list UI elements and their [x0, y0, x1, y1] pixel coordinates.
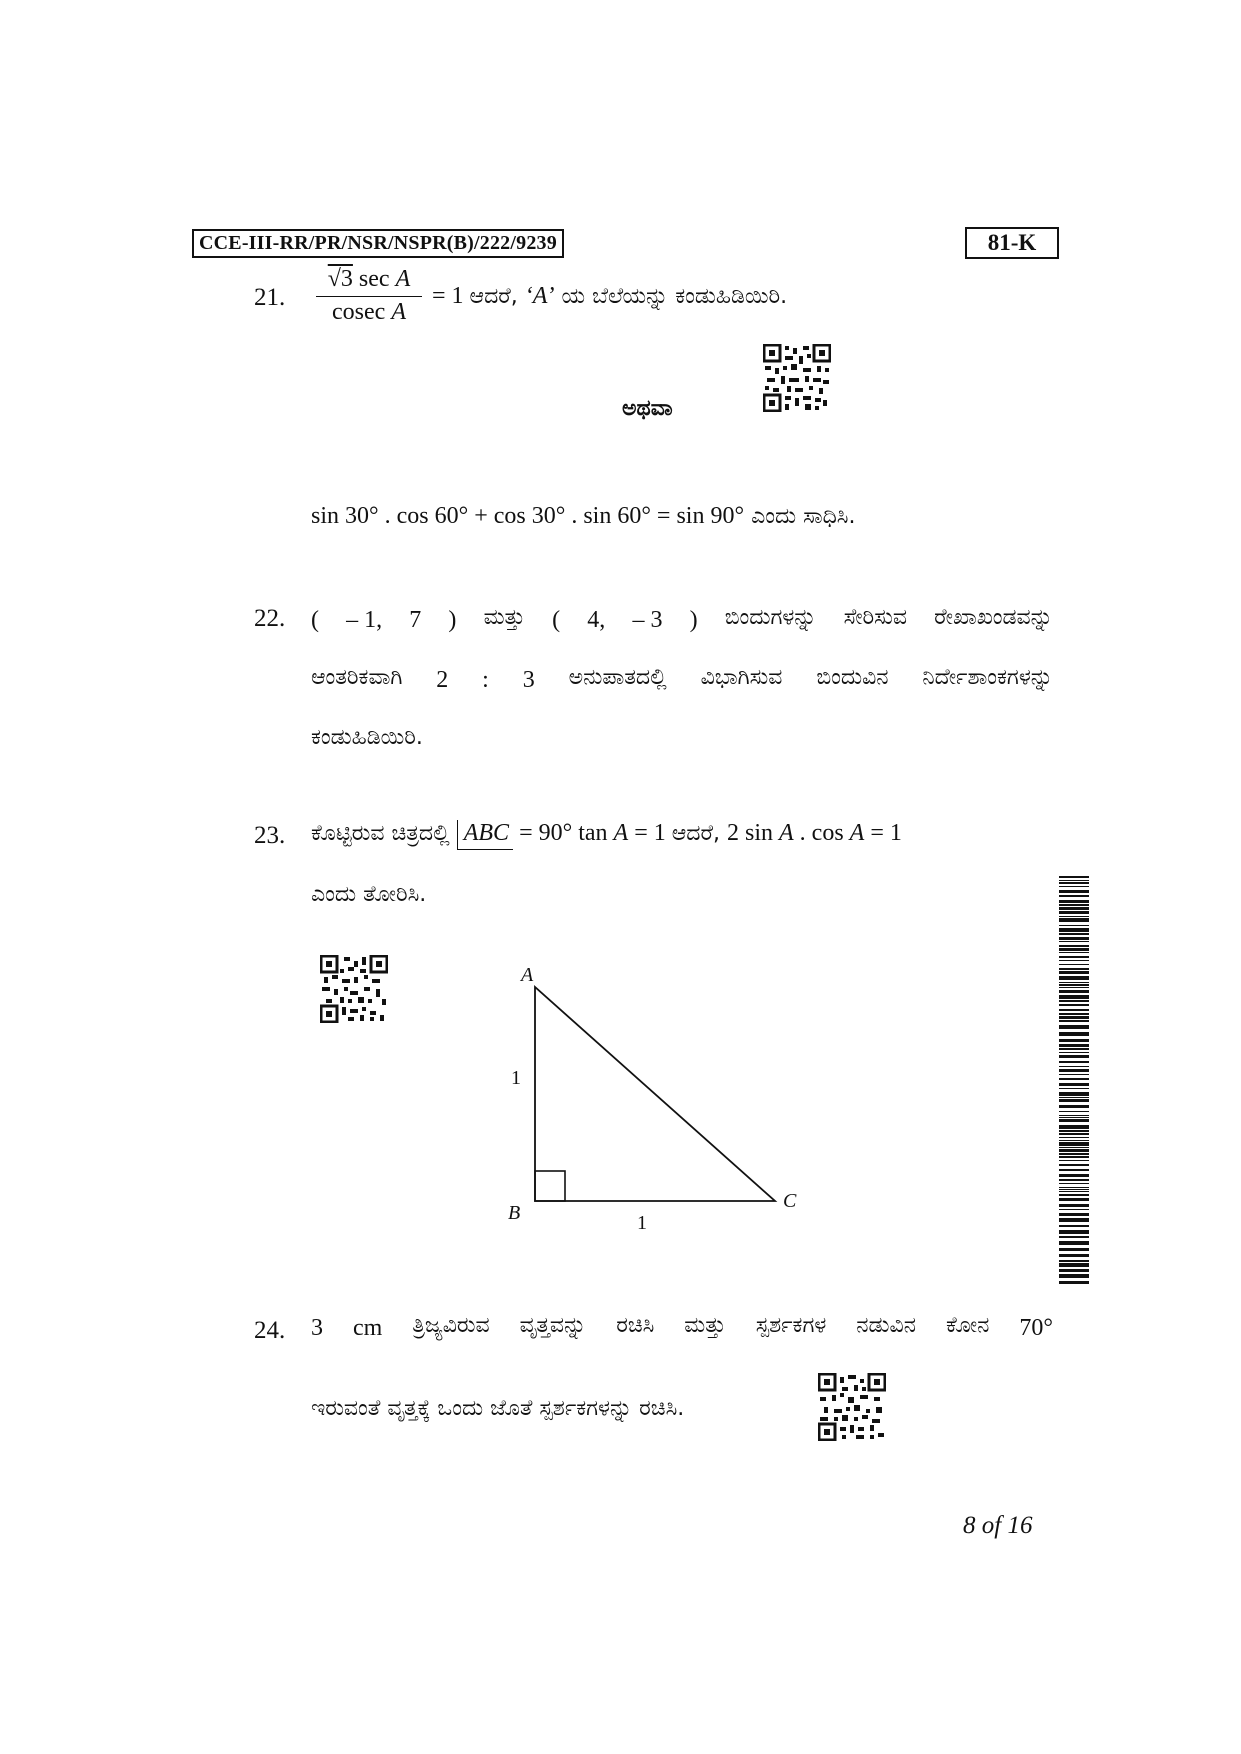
line-token: ರಚಿಸಿ	[616, 1313, 655, 1338]
side-bc-label: 1	[637, 1212, 647, 1234]
line-token: – 3	[632, 607, 663, 633]
line-token: 2	[436, 667, 449, 693]
vertex-label-b: B	[508, 1202, 521, 1224]
paper-code: 81-K	[965, 227, 1059, 259]
line-token: ಸೇರಿಸುವ	[843, 605, 907, 630]
q21-alternative: sin 30° . cos 60° + cos 30° . sin 60° = sin 90° ಎಂದು ಸಾಧಿಸಿ.	[311, 503, 856, 529]
vertex-label-c: C	[783, 1190, 797, 1212]
line-token: ಮತ್ತು	[483, 605, 526, 630]
line-token: :	[482, 667, 489, 693]
triangle-figure	[495, 955, 815, 1245]
question-24-number: 24.	[254, 1317, 286, 1344]
line-token: 7	[409, 607, 422, 633]
q21-statement: = 1 ಆದರೆ, ‘A’ ಯ ಬೆಲೆಯನ್ನು ಕಂಡುಹಿಡಿಯಿರಿ.	[432, 283, 788, 309]
q21-fraction-denominator: cosec A	[332, 299, 406, 325]
line-token: ಮತ್ತು	[684, 1313, 726, 1338]
line-token: ಅನುಪಾತದಲ್ಲಿ	[568, 665, 667, 690]
line-token: ತ್ರಿಜ್ಯವಿರುವ	[412, 1313, 490, 1338]
line-token: ಆಂತರಿಕವಾಗಿ	[311, 665, 403, 690]
line-token: ಬಿಂದುಗಳನ್ನು	[724, 605, 817, 630]
barcode-icon	[1059, 876, 1089, 1286]
or-separator: ಅಥವಾ	[622, 396, 673, 421]
exam-code: CCE-III-RR/PR/NSR/NSPR(B)/222/9239	[192, 229, 564, 258]
q23-line-2: ಎಂದು ತೋರಿಸಿ.	[311, 882, 427, 907]
vertex-label-a: A	[521, 964, 534, 986]
right-angle-marker	[535, 1171, 565, 1201]
line-token: 3	[522, 667, 535, 693]
line-token: – 1,	[346, 607, 383, 633]
line-token: ನಡುವಿನ	[856, 1313, 916, 1338]
triangle-abc	[535, 987, 775, 1201]
qr-code-icon	[320, 955, 388, 1023]
angle-symbol: ABC	[457, 820, 513, 850]
line-token: ರೇಖಾಖಂಡವನ್ನು	[934, 605, 1053, 630]
line-token: ಬಿಂದುವಿನ	[816, 665, 889, 690]
line-token: 3	[311, 1315, 323, 1341]
line-token: (	[311, 607, 319, 633]
q22-line-1	[311, 607, 1053, 634]
q22-line-2	[311, 667, 1053, 694]
line-token: )	[448, 607, 457, 633]
line-token: ಸ್ಪರ್ಶಕಗಳ	[755, 1313, 827, 1338]
qr-code-icon	[818, 1373, 886, 1441]
question-21-number: 21.	[254, 284, 286, 311]
q21-fraction-numerator: √3 sec A	[316, 266, 422, 297]
line-token: 4,	[587, 607, 606, 633]
q23-statement: ಕೊಟ್ಟಿರುವ ಚಿತ್ರದಲ್ಲಿ ABC = 90° tan A = 1 ಆದರೆ, 2 sin A . cos A = 1	[311, 820, 902, 850]
line-token: 70°	[1019, 1315, 1053, 1341]
line-token: (	[552, 607, 561, 633]
q24-line-2: ಇರುವಂತೆ ವೃತ್ತಕ್ಕೆ ಒಂದು ಜೊತೆ ಸ್ಪರ್ಶಕಗಳನ್ನು ರಚಿಸಿ.	[311, 1396, 685, 1421]
page-number: 8 of 16	[963, 1512, 1033, 1539]
line-token: ವೃತ್ತವನ್ನು	[519, 1313, 587, 1338]
question-22-number: 22.	[254, 605, 286, 632]
line-token: ವಿಭಾಗಿಸುವ	[700, 665, 783, 690]
line-token: cm	[352, 1315, 383, 1341]
q24-line-1	[311, 1315, 1053, 1342]
qr-code-icon	[763, 344, 831, 412]
line-token: ನಿರ್ದೇಶಾಂಕಗಳನ್ನು	[922, 665, 1053, 690]
line-token: )	[689, 607, 698, 633]
question-23-number: 23.	[254, 822, 286, 849]
line-token: ಕೋನ	[945, 1313, 990, 1338]
q22-line-3: ಕಂಡುಹಿಡಿಯಿರಿ.	[311, 725, 423, 750]
side-ab-label: 1	[511, 1067, 521, 1089]
q21-fraction	[316, 266, 422, 326]
